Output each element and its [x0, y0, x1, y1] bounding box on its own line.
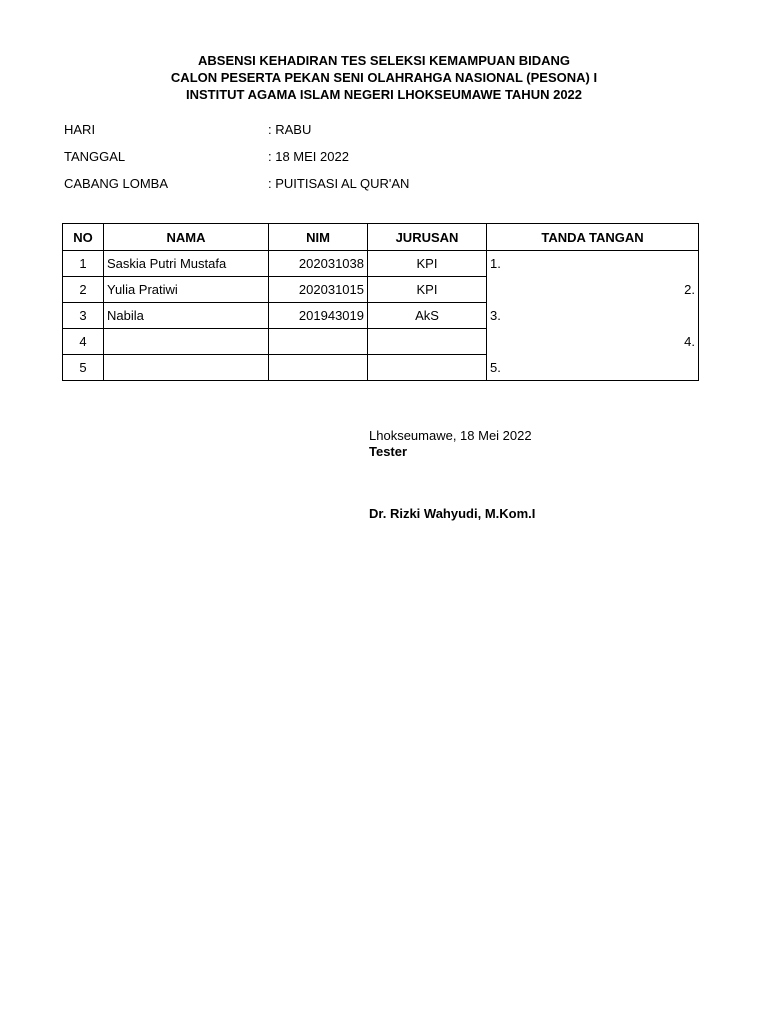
cell-no: 4 — [63, 329, 104, 355]
cell-jurusan — [368, 329, 487, 355]
signer-name: Dr. Rizki Wahyudi, M.Kom.I — [369, 506, 536, 521]
info-value-tanggal: : 18 MEI 2022 — [268, 149, 349, 164]
cell-tanda-tangan: 4. — [487, 329, 699, 355]
cell-nama: Yulia Pratiwi — [104, 277, 269, 303]
cell-nama: Nabila — [104, 303, 269, 329]
cell-no: 3 — [63, 303, 104, 329]
cell-tanda-tangan: 2. — [487, 277, 699, 303]
header-nim: NIM — [269, 224, 368, 251]
cell-nim: 201943019 — [269, 303, 368, 329]
cell-nim: 202031015 — [269, 277, 368, 303]
header-jurusan: JURUSAN — [368, 224, 487, 251]
cell-jurusan — [368, 355, 487, 381]
info-label-tanggal: TANGGAL — [64, 149, 126, 164]
header-no: NO — [63, 224, 104, 251]
cell-nim: 202031038 — [269, 251, 368, 277]
table-row — [63, 251, 699, 277]
attendance-table — [62, 223, 699, 381]
cell-tanda-tangan: 3. — [487, 303, 699, 329]
cell-nama — [104, 329, 269, 355]
title-line-3: INSTITUT AGAMA ISLAM NEGERI LHOKSEUMAWE TAHUN 2022 — [185, 87, 583, 102]
closing-block — [369, 428, 536, 521]
cell-nama — [104, 355, 269, 381]
cell-nama: Saskia Putri Mustafa — [104, 251, 269, 277]
cell-nim — [269, 355, 368, 381]
cell-jurusan: AkS — [368, 303, 487, 329]
table-row — [63, 355, 699, 381]
title-line-2: CALON PESERTA PEKAN SENI OLAHRAHGA NASIONAL (PESONA) I — [170, 70, 598, 85]
info-value-hari: : RABU — [268, 122, 312, 137]
header-nama: NAMA — [104, 224, 269, 251]
info-value-cabang-lomba: : PUITISASI AL QUR'AN — [268, 176, 410, 191]
cell-jurusan: KPI — [368, 251, 487, 277]
cell-tanda-tangan: 1. — [487, 251, 699, 277]
table-row — [63, 303, 699, 329]
cell-tanda-tangan: 5. — [487, 355, 699, 381]
place-date: Lhokseumawe, 18 Mei 2022 — [369, 428, 532, 443]
table-row — [63, 329, 699, 355]
table-body — [63, 251, 699, 381]
cell-no: 1 — [63, 251, 104, 277]
document-title — [0, 52, 768, 103]
title-line-1: ABSENSI KEHADIRAN TES SELEKSI KEMAMPUAN BIDANG — [198, 53, 570, 68]
cell-nim — [269, 329, 368, 355]
info-label-cabang-lomba: CABANG LOMBA — [64, 176, 169, 191]
cell-jurusan: KPI — [368, 277, 487, 303]
table-header-row — [63, 224, 699, 251]
cell-no: 5 — [63, 355, 104, 381]
header-tanda-tangan: TANDA TANGAN — [487, 224, 699, 251]
cell-no: 2 — [63, 277, 104, 303]
info-label-hari: HARI — [64, 122, 96, 137]
signer-role: Tester — [369, 444, 408, 459]
table-row — [63, 277, 699, 303]
